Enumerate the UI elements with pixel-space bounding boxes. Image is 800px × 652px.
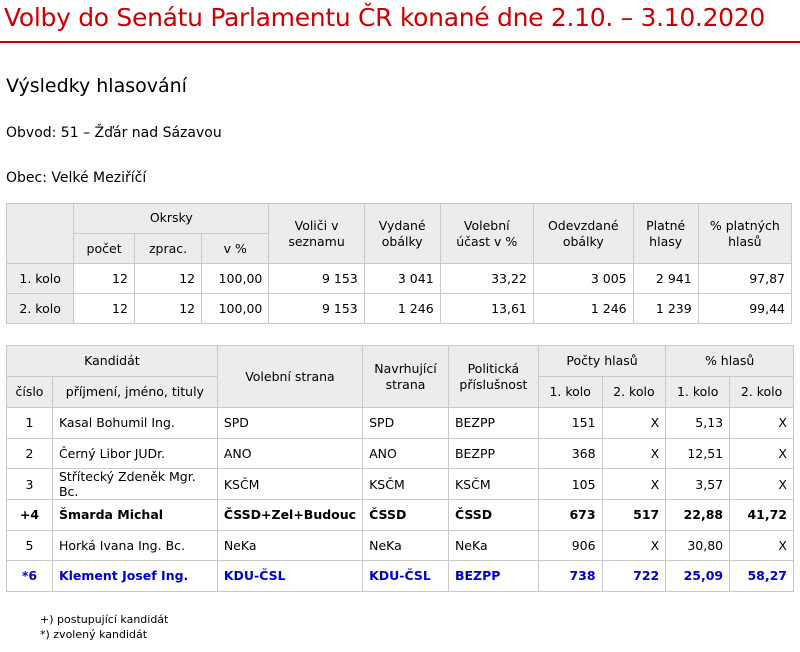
cell-volebni: KDU-ČSL bbox=[217, 561, 362, 592]
header-pct-kolo2: 2. kolo bbox=[730, 377, 794, 408]
cell-hlasy2: 517 bbox=[602, 500, 666, 531]
header-pct-platnych: % platných hlasů bbox=[698, 204, 791, 264]
cell-vpct: 100,00 bbox=[202, 294, 269, 324]
page-title: Volby do Senátu Parlamentu ČR konané dne 2.10. – 3.10.2020 bbox=[4, 3, 765, 32]
header-zprac: zprac. bbox=[134, 234, 201, 264]
results-heading: Výsledky hlasování bbox=[6, 75, 187, 97]
district-label: Obvod: 51 – Žďár nad Sázavou bbox=[6, 125, 222, 141]
table-row bbox=[7, 294, 792, 324]
cell-pct1: 25,09 bbox=[666, 561, 730, 592]
cell-navrhujici: KSČM bbox=[363, 469, 449, 500]
cell-odevzdane: 3 005 bbox=[533, 264, 633, 294]
header-volebni-strana: Volební strana bbox=[217, 346, 362, 408]
turnout-table bbox=[6, 203, 792, 324]
cell-pct1: 22,88 bbox=[666, 500, 730, 531]
cell-hlasy1: 906 bbox=[538, 530, 602, 561]
row-label: 2. kolo bbox=[7, 294, 74, 324]
header-platne: Platné hlasy bbox=[633, 204, 698, 264]
legend-notes bbox=[40, 612, 168, 642]
cell-cislo: 1 bbox=[7, 408, 53, 439]
cell-pct1: 5,13 bbox=[666, 408, 730, 439]
cell-cislo: 2 bbox=[7, 438, 53, 469]
cell-jmeno: Kasal Bohumil Ing. bbox=[52, 408, 217, 439]
cell-navrhujici: ČSSD bbox=[363, 500, 449, 531]
cell-cislo: 3 bbox=[7, 469, 53, 500]
header-politicka: Politická příslušnost bbox=[448, 346, 538, 408]
cell-hlasy1: 151 bbox=[538, 408, 602, 439]
header-cislo: číslo bbox=[7, 377, 53, 408]
cell-cislo: *6 bbox=[7, 561, 53, 592]
cell-volebni: ANO bbox=[217, 438, 362, 469]
cell-hlasy2: X bbox=[602, 530, 666, 561]
header-hlasy-kolo1: 1. kolo bbox=[538, 377, 602, 408]
header-pocty-hlasu: Počty hlasů bbox=[538, 346, 665, 377]
cell-pct2: X bbox=[730, 438, 794, 469]
cell-hlasy1: 673 bbox=[538, 500, 602, 531]
cell-ucast: 33,22 bbox=[440, 264, 533, 294]
cell-jmeno: Černý Libor JUDr. bbox=[52, 438, 217, 469]
corner-cell bbox=[7, 204, 74, 264]
cell-volici: 9 153 bbox=[269, 264, 364, 294]
cell-pocet: 12 bbox=[74, 294, 135, 324]
cell-pocet: 12 bbox=[74, 264, 135, 294]
note-advancing: +) postupující kandidát bbox=[40, 613, 169, 626]
cell-politicka: BEZPP bbox=[448, 408, 538, 439]
cell-hlasy1: 738 bbox=[538, 561, 602, 592]
table-row bbox=[7, 408, 794, 439]
cell-platne: 2 941 bbox=[633, 264, 698, 294]
municipality-label: Obec: Velké Meziříčí bbox=[6, 170, 147, 186]
cell-cislo: +4 bbox=[7, 500, 53, 531]
table-row bbox=[7, 438, 794, 469]
header-kandidat: Kandidát bbox=[7, 346, 218, 377]
header-navrhujici-strana: Navrhující strana bbox=[363, 346, 449, 408]
cell-pct1: 30,80 bbox=[666, 530, 730, 561]
cell-jmeno: Klement Josef Ing. bbox=[52, 561, 217, 592]
header-volici: Voliči v seznamu bbox=[269, 204, 364, 264]
table-row bbox=[7, 264, 792, 294]
cell-hlasy2: X bbox=[602, 408, 666, 439]
cell-navrhujici: KDU-ČSL bbox=[363, 561, 449, 592]
cell-pct1: 12,51 bbox=[666, 438, 730, 469]
table-row-advancing bbox=[7, 500, 794, 531]
cell-navrhujici: NeKa bbox=[363, 530, 449, 561]
cell-volebni: NeKa bbox=[217, 530, 362, 561]
cell-volici: 9 153 bbox=[269, 294, 364, 324]
header-odevzdane: Odevzdané obálky bbox=[533, 204, 633, 264]
cell-vpct: 100,00 bbox=[202, 264, 269, 294]
cell-pct2: 58,27 bbox=[730, 561, 794, 592]
table-row-elected bbox=[7, 561, 794, 592]
cell-volebni: SPD bbox=[217, 408, 362, 439]
table-row bbox=[7, 469, 794, 500]
title-divider bbox=[0, 41, 800, 43]
cell-pct2: 41,72 bbox=[730, 500, 794, 531]
cell-pct: 97,87 bbox=[698, 264, 791, 294]
cell-pct2: X bbox=[730, 408, 794, 439]
header-vpct: v % bbox=[202, 234, 269, 264]
header-pct-kolo1: 1. kolo bbox=[666, 377, 730, 408]
cell-jmeno: Horká Ivana Ing. Bc. bbox=[52, 530, 217, 561]
cell-hlasy1: 105 bbox=[538, 469, 602, 500]
cell-zprac: 12 bbox=[134, 294, 201, 324]
cell-volebni: ČSSD+Zel+Budouc bbox=[217, 500, 362, 531]
cell-pct2: X bbox=[730, 469, 794, 500]
cell-volebni: KSČM bbox=[217, 469, 362, 500]
row-label: 1. kolo bbox=[7, 264, 74, 294]
cell-politicka: BEZPP bbox=[448, 561, 538, 592]
cell-ucast: 13,61 bbox=[440, 294, 533, 324]
cell-pct1: 3,57 bbox=[666, 469, 730, 500]
cell-politicka: ČSSD bbox=[448, 500, 538, 531]
header-ucast: Volební účast v % bbox=[440, 204, 533, 264]
cell-vydane: 3 041 bbox=[364, 264, 440, 294]
cell-pct: 99,44 bbox=[698, 294, 791, 324]
header-pct-hlasu: % hlasů bbox=[666, 346, 794, 377]
cell-navrhujici: SPD bbox=[363, 408, 449, 439]
cell-vydane: 1 246 bbox=[364, 294, 440, 324]
cell-politicka: KSČM bbox=[448, 469, 538, 500]
cell-navrhujici: ANO bbox=[363, 438, 449, 469]
header-pocet: počet bbox=[74, 234, 135, 264]
cell-jmeno: Střítecký Zdeněk Mgr. Bc. bbox=[52, 469, 217, 500]
cell-cislo: 5 bbox=[7, 530, 53, 561]
cell-hlasy2: X bbox=[602, 438, 666, 469]
header-vydane: Vydané obálky bbox=[364, 204, 440, 264]
cell-jmeno: Šmarda Michal bbox=[52, 500, 217, 531]
candidates-table bbox=[6, 345, 794, 592]
note-elected: *) zvolený kandidát bbox=[40, 628, 148, 641]
cell-politicka: BEZPP bbox=[448, 438, 538, 469]
cell-hlasy2: 722 bbox=[602, 561, 666, 592]
header-jmeno: příjmení, jméno, tituly bbox=[52, 377, 217, 408]
header-hlasy-kolo2: 2. kolo bbox=[602, 377, 666, 408]
cell-politicka: NeKa bbox=[448, 530, 538, 561]
table-row bbox=[7, 530, 794, 561]
cell-hlasy1: 368 bbox=[538, 438, 602, 469]
header-okrsky: Okrsky bbox=[74, 204, 269, 234]
cell-zprac: 12 bbox=[134, 264, 201, 294]
cell-hlasy2: X bbox=[602, 469, 666, 500]
cell-platne: 1 239 bbox=[633, 294, 698, 324]
cell-pct2: X bbox=[730, 530, 794, 561]
cell-odevzdane: 1 246 bbox=[533, 294, 633, 324]
